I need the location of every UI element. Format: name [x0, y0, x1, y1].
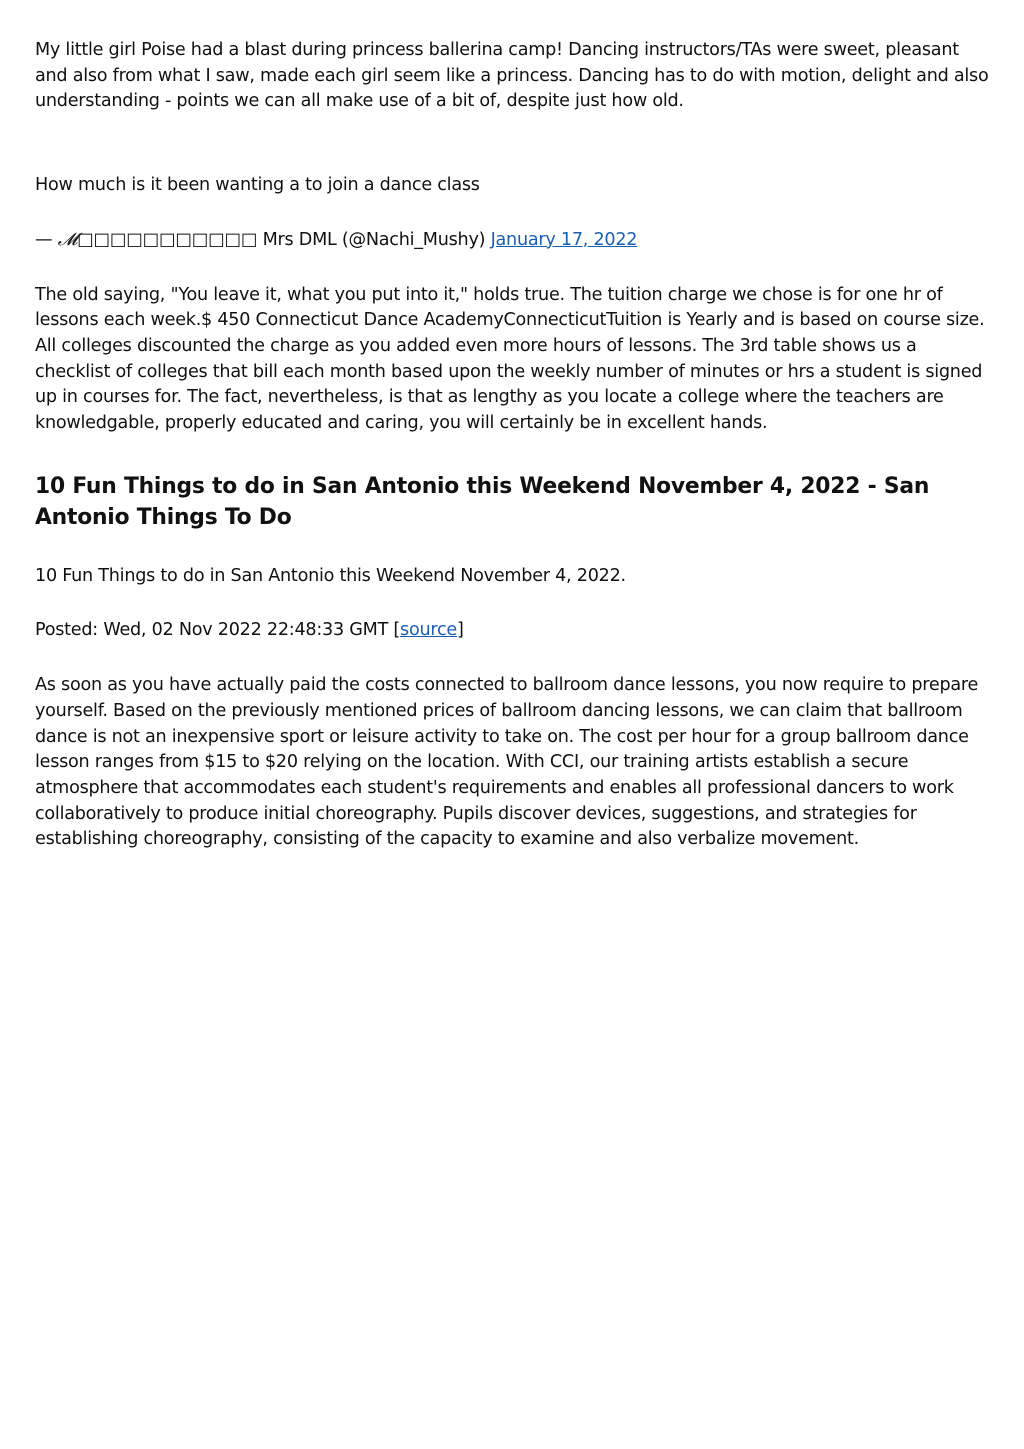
quote-date-link[interactable]: January 17, 2022 — [490, 229, 638, 250]
attribution-missing-glyphs: □□□□□□□□□□□ — [77, 229, 258, 250]
attribution-dash: — — [35, 229, 58, 250]
source-link[interactable]: source — [400, 620, 457, 641]
ballroom-paragraph: As soon as you have actually paid the costs connected to ballroom dance lessons, you now require to prepare yourself. Based on the previously mentioned prices of ballroom dancing lessons, we can claim that ballroom dance is not an inexpensive sport or leisure activity to take on. The cost per hour for a group ballroom dance lesson ranges from $15 to $20 relying on the location. With CCI, our training artists establish a secure atmosphere that accommodates each student's requirements and enables all professional dancers to work collaboratively to produce initial choreography. Pupils discover devices, suggestions, and strategies for establishing choreography, consisting of the capacity to examine and also verbalize movement. — [35, 675, 979, 850]
posted-prefix: Posted: Wed, 02 Nov 2022 22:48:33 GMT [ — [35, 620, 401, 641]
posted-line — [35, 618, 995, 644]
quote-attribution — [35, 228, 995, 254]
article — [35, 38, 995, 853]
intro-paragraph: My little girl Poise had a blast during princess ballerina camp! Dancing instructors/TAs were sweet, pleasant and also from what I saw, made each girl seem like a princess. Dancing has to do with motion, delight and also understanding - points we can all make use of a bit of, despite just how old. — [35, 40, 989, 112]
posted-suffix: ] — [456, 620, 464, 641]
section-heading: 10 Fun Things to do in San Antonio this Weekend November 4, 2022 - San Antonio Things To Do — [35, 473, 930, 530]
attribution-script-initial: 𝓜 — [57, 229, 78, 250]
tuition-paragraph: The old saying, "You leave it, what you put into it," holds true. The tuition charge we chose is for one hr of lessons each week.$ 450 Connecticut Dance AcademyConnecticutTuition is Yearly and is based on course size. All colleges discounted the charge as you added even more hours of lessons. The 3rd table shows us a checklist of colleges that bill each month based upon the weekly number of minutes or hrs a student is signed up in courses for. The fact, nevertheless, is that as lengthy as you locate a college where the teachers are knowledgable, properly educated and caring, you will certainly be in excellent hands. — [35, 284, 985, 434]
attribution-author: Mrs DML (@Nachi_Mushy) — [257, 229, 491, 250]
embedded-quote-text: How much is it been wanting a to join a dance class — [35, 175, 480, 196]
section-subline: 10 Fun Things to do in San Antonio this Weekend November 4, 2022. — [35, 565, 626, 586]
